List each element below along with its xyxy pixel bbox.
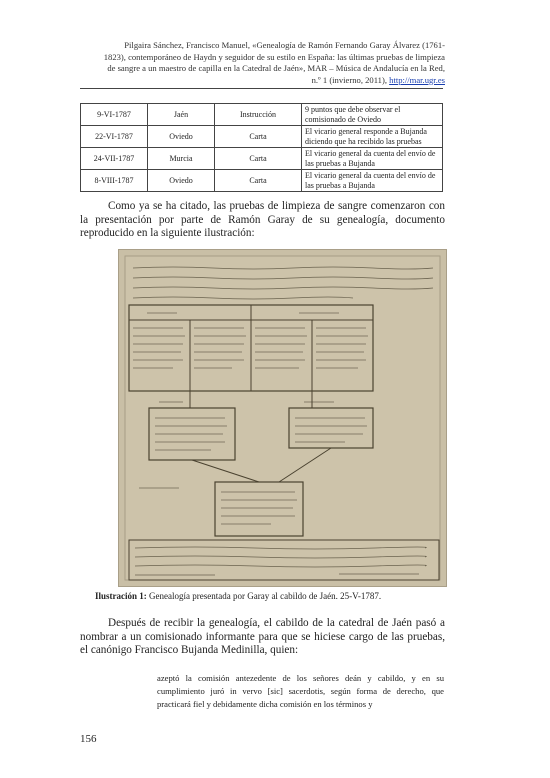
header-line-1: Pilgaira Sánchez, Francisco Manuel, «Genealogía de Ramón Fernando Garay Álvarez (1761-: [124, 40, 445, 50]
cell-type: Carta: [215, 126, 302, 148]
cell-desc: El vicario general da cuenta del envío de las pruebas a Bujanda: [302, 148, 443, 170]
header-rule: [80, 88, 443, 89]
cell-desc: El vicario general responde a Bujanda diciendo que ha recibido las pruebas: [302, 126, 443, 148]
body-paragraph-2: Después de recibir la genealogía, el cabildo de la catedral de Jaén pasó a nombrar a un comisionado informante para que se hiciese cargo de las pruebas, el canónigo Francisco Bujanda Medinilla, quien:: [80, 617, 445, 657]
page-number: 156: [80, 733, 97, 745]
documents-table: [80, 103, 443, 192]
cell-date: 22-VI-1787: [81, 126, 148, 148]
manuscript-drawing: [119, 250, 446, 586]
caption-label: Ilustración 1:: [95, 591, 147, 601]
cell-place: Jaén: [148, 104, 215, 126]
table-row: [81, 170, 443, 192]
cell-desc: 9 puntos que debe observar el comisionado de Oviedo: [302, 104, 443, 126]
genealogy-manuscript-image: [118, 249, 447, 587]
table-row: [81, 126, 443, 148]
header-line-4: [65, 75, 445, 87]
cell-place: Oviedo: [148, 126, 215, 148]
running-header: [65, 40, 445, 86]
table-row: [81, 104, 443, 126]
cell-place: Murcia: [148, 148, 215, 170]
body-paragraph-1: Como ya se ha citado, las pruebas de limpieza de sangre comenzaron con la presentación por parte de Ramón Garay de su genealogía, documento reproducido en la siguiente ilustración:: [80, 200, 445, 240]
journal-link[interactable]: http://mar.ugr.es: [389, 74, 445, 85]
cell-type: Carta: [215, 170, 302, 192]
header-line-2: 1823), contemporáneo de Haydn y seguidor de su estilo en España: las últimas pruebas de limpieza: [103, 51, 445, 62]
header-issue: n.º 1 (invierno, 2011),: [311, 74, 390, 85]
table-row: [81, 148, 443, 170]
cell-type: Carta: [215, 148, 302, 170]
caption-text: Genealogía presentada por Garay al cabildo de Jaén. 25-V-1787.: [146, 591, 382, 601]
figure-caption: [95, 591, 455, 602]
cell-date: 8-VIII-1787: [81, 170, 148, 192]
cell-place: Oviedo: [148, 170, 215, 192]
cell-date: 9-VI-1787: [81, 104, 148, 126]
cell-type: Instrucción: [215, 104, 302, 126]
header-line-3: de sangre a un maestro de capilla en la Catedral de Jaén», MAR – Música de Andalucía en la Red,: [107, 63, 445, 74]
block-quote: azeptó la comisión antezedente de los señores deán y cabildo, y en su cumplimiento juró in vervo [sic] sacerdotis, según forma de derecho, que practicará fiel y debidamente dicha comisión en los términos y: [157, 673, 444, 710]
cell-date: 24-VII-1787: [81, 148, 148, 170]
cell-desc: El vicario general da cuenta del envío de las pruebas a Bujanda: [302, 170, 443, 192]
